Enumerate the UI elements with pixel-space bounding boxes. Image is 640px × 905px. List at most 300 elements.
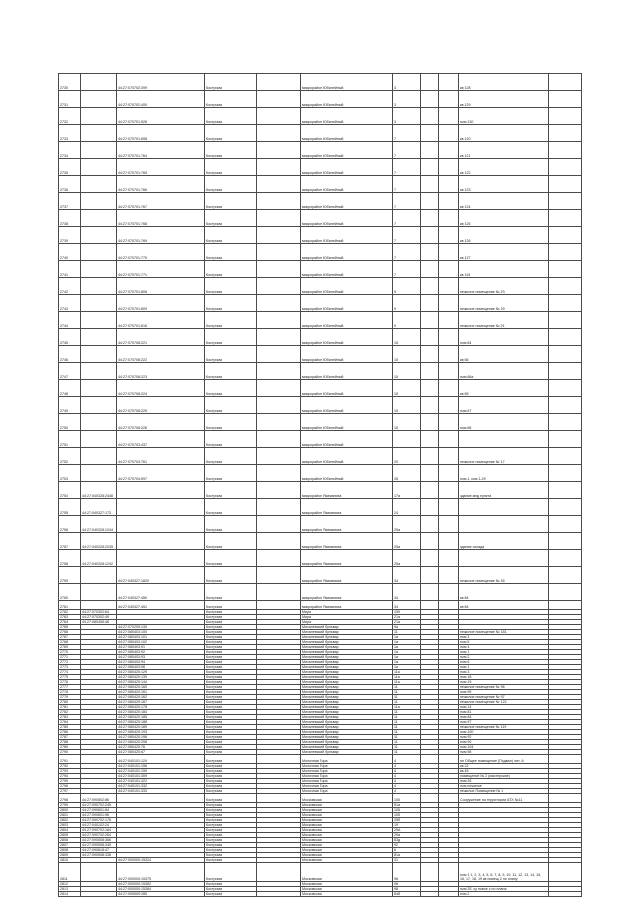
cell-n: 2814 xyxy=(59,892,81,897)
cell-e: Михалевский бульвар xyxy=(301,690,393,695)
cell-f: 11а xyxy=(393,675,421,680)
cell-b: 44:27:070708:225 xyxy=(117,397,205,414)
cell-extra xyxy=(549,244,582,261)
cell-e: Михалевский бульвар xyxy=(301,635,393,640)
table-row xyxy=(59,363,582,380)
cell-e: Молочная Гора xyxy=(301,779,393,784)
cell-a: 44:27:040102:24 xyxy=(81,823,117,828)
cell-c: Кострома xyxy=(205,680,257,685)
cell-a xyxy=(81,414,117,431)
cell-b: 44:27:070708:224 xyxy=(117,380,205,397)
cell-c: Кострома xyxy=(205,397,257,414)
cell-e: Московская xyxy=(301,853,393,858)
cell-i: пом 68 xyxy=(459,414,549,431)
cell-c: Кострома xyxy=(205,640,257,645)
cell-d xyxy=(257,892,301,897)
cell-d xyxy=(257,295,301,312)
cell-h xyxy=(439,346,459,363)
cell-extra xyxy=(549,346,582,363)
cell-h xyxy=(439,142,459,159)
cell-h xyxy=(439,567,459,584)
cell-g xyxy=(421,863,439,882)
cell-h xyxy=(439,465,459,482)
cell-a xyxy=(81,227,117,244)
cell-b: 44:27:080403:101 xyxy=(117,635,205,640)
cell-n: 2778 xyxy=(59,690,81,695)
cell-extra xyxy=(549,755,582,764)
cell-b: 44:27:070702:399 xyxy=(117,74,205,91)
cell-extra xyxy=(549,74,582,91)
cell-e: микрорайон Юбилейный xyxy=(301,193,393,210)
cell-n: 2759 xyxy=(59,567,81,584)
cell-e: микрорайон Юбилейный xyxy=(301,176,393,193)
cell-d xyxy=(257,465,301,482)
cell-e: Михалевский бульвар xyxy=(301,725,393,730)
cell-c: Кострома xyxy=(205,125,257,142)
cell-a: 44:27:090702:164 xyxy=(81,828,117,833)
cell-d xyxy=(257,863,301,882)
cell-c: Кострома xyxy=(205,710,257,715)
cell-e: микрорайон Юбилейный xyxy=(301,278,393,295)
cell-b xyxy=(117,550,205,567)
cell-e: Московская xyxy=(301,892,393,897)
cell-h xyxy=(439,261,459,278)
cell-c: Кострома xyxy=(205,892,257,897)
cell-d xyxy=(257,380,301,397)
cell-f: 19 xyxy=(393,823,421,828)
cell-n: 2812 xyxy=(59,882,81,887)
cell-e: Московская xyxy=(301,843,393,848)
table-row xyxy=(59,91,582,108)
cell-n: 2788 xyxy=(59,740,81,745)
cell-d xyxy=(257,567,301,584)
cell-c: Кострома xyxy=(205,550,257,567)
cell-c: Кострома xyxy=(205,769,257,774)
cell-n: 2781 xyxy=(59,705,81,710)
cell-i: пом 90 xyxy=(459,740,549,745)
cell-b: 44:27:070708:222 xyxy=(117,346,205,363)
cell-i: нежилое помещение № 21 xyxy=(459,312,549,329)
cell-c: Кострома xyxy=(205,665,257,670)
table-row xyxy=(59,584,582,601)
cell-c: Кострома xyxy=(205,789,257,794)
cell-c: Кострома xyxy=(205,193,257,210)
cell-f: 15 xyxy=(393,346,421,363)
cell-e: Михалевский бульвар xyxy=(301,735,393,740)
cell-extra xyxy=(549,499,582,516)
cell-b: 44:27:040101:159 xyxy=(117,769,205,774)
cell-n: 2795 xyxy=(59,779,81,784)
cell-i: здание склада xyxy=(459,533,549,550)
cell-n: 2785 xyxy=(59,725,81,730)
cell-i: пом 1 xyxy=(459,650,549,655)
cell-i: пом 2 xyxy=(459,655,549,660)
cell-h xyxy=(439,414,459,431)
table-row xyxy=(59,448,582,465)
cell-i: пом 19 xyxy=(459,680,549,685)
table-row xyxy=(59,278,582,295)
cell-c: Кострома xyxy=(205,882,257,887)
cell-n: 2807 xyxy=(59,843,81,848)
cell-i: кв 84 xyxy=(459,584,549,601)
cell-c: Кострома xyxy=(205,499,257,516)
cell-n: 2743 xyxy=(59,295,81,312)
cell-extra xyxy=(549,482,582,499)
cell-b: 44:27:000000:15324 xyxy=(117,858,205,863)
cell-g xyxy=(421,892,439,897)
table-row xyxy=(59,142,582,159)
cell-extra xyxy=(549,278,582,295)
cell-e: микрорайон Юбилейный xyxy=(301,227,393,244)
cell-b xyxy=(117,516,205,533)
cell-i: пом 14 xyxy=(459,705,549,710)
cell-e: Московская xyxy=(301,887,393,892)
cell-f: 9 xyxy=(393,312,421,329)
cell-e: микрорайон Юбилейный xyxy=(301,346,393,363)
cell-c: Кострома xyxy=(205,675,257,680)
cell-g xyxy=(421,74,439,91)
cell-n: 2731 xyxy=(59,91,81,108)
cell-i: пом 3 xyxy=(459,670,549,675)
cell-n: 2775 xyxy=(59,675,81,680)
cell-extra xyxy=(549,601,582,610)
cell-h xyxy=(439,397,459,414)
table-row xyxy=(59,312,582,329)
cell-i: пом 1 xyxy=(459,665,549,670)
cell-a xyxy=(81,108,117,125)
cell-e: Михалевский бульвар xyxy=(301,705,393,710)
cell-f: 11 xyxy=(393,630,421,635)
cell-i: пом 66а xyxy=(459,363,549,380)
cell-h xyxy=(439,755,459,764)
cell-a xyxy=(81,465,117,482)
cell-h xyxy=(439,863,459,882)
cell-i: пом 100 xyxy=(459,730,549,735)
cell-i: пом 104 xyxy=(459,745,549,750)
cell-n: 2756 xyxy=(59,516,81,533)
cell-e: Михалевский бульвар xyxy=(301,695,393,700)
cell-f: 15 xyxy=(393,414,421,431)
cell-i: нежилое помещение № 122 xyxy=(459,700,549,705)
cell-extra xyxy=(549,448,582,465)
cell-c: Кострома xyxy=(205,784,257,789)
cell-i: нежилое помещение № 119 xyxy=(459,725,549,730)
cell-h xyxy=(439,892,459,897)
cell-extra xyxy=(549,431,582,448)
cell-d xyxy=(257,210,301,227)
cell-c: Кострома xyxy=(205,516,257,533)
cell-a: 44:27:090508:366 xyxy=(81,838,117,843)
table-row xyxy=(59,210,582,227)
cell-f: 98 xyxy=(393,887,421,892)
cell-i: кв 45 xyxy=(459,769,549,774)
cell-c: Кострома xyxy=(205,261,257,278)
table-row xyxy=(59,159,582,176)
cell-f xyxy=(393,431,421,448)
cell-i: нежилое помещение № 96 xyxy=(459,685,549,690)
cell-b: 44:27:070701:771 xyxy=(117,261,205,278)
cell-c: Кострома xyxy=(205,655,257,660)
cell-i: пом 97 xyxy=(459,720,549,725)
cell-f: 21а xyxy=(393,615,421,620)
cell-a: 44:27:070302:49 xyxy=(81,615,117,620)
cell-extra xyxy=(549,176,582,193)
cell-n: 2777 xyxy=(59,685,81,690)
cell-n: 2747 xyxy=(59,363,81,380)
cell-b: 44:27:070702:400 xyxy=(117,91,205,108)
cell-i: нежилое помещение № 181 xyxy=(459,630,549,635)
cell-n: 2784 xyxy=(59,720,81,725)
cell-g xyxy=(421,755,439,764)
cell-n: 2804 xyxy=(59,828,81,833)
cell-f: 7 xyxy=(393,210,421,227)
cell-e: микрорайон Якиманиха xyxy=(301,533,393,550)
cell-g xyxy=(421,176,439,193)
cell-n: 2776 xyxy=(59,680,81,685)
cell-f: 25а xyxy=(393,550,421,567)
cell-d xyxy=(257,142,301,159)
cell-a: 44:27:040328:2035 xyxy=(81,533,117,550)
cell-i: кв 124 xyxy=(459,193,549,210)
cell-e: Михалевский бульвар xyxy=(301,640,393,645)
cell-c: Кострома xyxy=(205,700,257,705)
cell-n: 2758 xyxy=(59,550,81,567)
cell-a xyxy=(81,363,117,380)
cell-f: 11 xyxy=(393,750,421,755)
cell-i: кв 65 xyxy=(459,380,549,397)
cell-extra xyxy=(549,210,582,227)
table-row xyxy=(59,431,582,448)
cell-f: 21а xyxy=(393,620,421,625)
cell-h xyxy=(439,278,459,295)
cell-d xyxy=(257,794,301,803)
cell-a xyxy=(81,397,117,414)
cell-e: Московская xyxy=(301,828,393,833)
cell-e: Московская xyxy=(301,848,393,853)
cell-f: 1а xyxy=(393,635,421,640)
cell-e: Михалевский бульвар xyxy=(301,685,393,690)
cell-n: 2757 xyxy=(59,533,81,550)
cell-n: 2760 xyxy=(59,584,81,601)
cell-h xyxy=(439,244,459,261)
cell-g xyxy=(421,397,439,414)
cell-f: 4 xyxy=(393,784,421,789)
cell-i: кв 129 xyxy=(459,91,549,108)
table-row xyxy=(59,695,582,700)
cell-c: Кострома xyxy=(205,227,257,244)
cell-e: микрорайон Юбилейный xyxy=(301,414,393,431)
cell-h xyxy=(439,312,459,329)
cell-n: 2748 xyxy=(59,380,81,397)
cell-b: 44:27:070708:221 xyxy=(117,329,205,346)
cell-f: 4 xyxy=(393,779,421,784)
cell-n: 2803 xyxy=(59,823,81,828)
cell-f: 1а xyxy=(393,660,421,665)
cell-h xyxy=(439,108,459,125)
cell-b: 44:27:070701:765 xyxy=(117,159,205,176)
cell-c: Кострома xyxy=(205,584,257,601)
cell-g xyxy=(421,482,439,499)
cell-b: 44:27:080403:98 xyxy=(117,665,205,670)
cell-i: нежилое помещение № 97 xyxy=(459,695,549,700)
cell-n: 2772 xyxy=(59,660,81,665)
cell-n: 2774 xyxy=(59,670,81,675)
cell-n: 2813 xyxy=(59,887,81,892)
cell-b: 44:27:070701:770 xyxy=(117,244,205,261)
cell-f: 7 xyxy=(393,244,421,261)
cell-n: 2800 xyxy=(59,808,81,813)
cell-g xyxy=(421,533,439,550)
cell-i: кв 122 xyxy=(459,159,549,176)
cell-c: Кострома xyxy=(205,601,257,610)
table-row xyxy=(59,516,582,533)
cell-i: пом 81 xyxy=(459,710,549,715)
cell-f: 11 xyxy=(393,745,421,750)
cell-g xyxy=(421,278,439,295)
cell-c: Кострома xyxy=(205,448,257,465)
cell-e: Молочная Гора xyxy=(301,789,393,794)
table-body xyxy=(59,74,582,897)
cell-f: 105 xyxy=(393,813,421,818)
cell-c: Кострома xyxy=(205,803,257,808)
table-row xyxy=(59,176,582,193)
cell-d xyxy=(257,601,301,610)
cell-b: 44:27:080403:94 xyxy=(117,660,205,665)
cell-i: кв 125 xyxy=(459,210,549,227)
cell-f: 7 xyxy=(393,261,421,278)
cell-d xyxy=(257,176,301,193)
cell-c: Кострома xyxy=(205,843,257,848)
cell-e: микрорайон Юбилейный xyxy=(301,261,393,278)
table-row xyxy=(59,550,582,567)
cell-h xyxy=(439,295,459,312)
cell-c: Кострома xyxy=(205,735,257,740)
cell-e: Мира xyxy=(301,615,393,620)
cell-c: Кострома xyxy=(205,660,257,665)
cell-i: пом 84 xyxy=(459,715,549,720)
cell-c: Кострома xyxy=(205,414,257,431)
cell-c: Кострома xyxy=(205,833,257,838)
cell-b: 44:27:080420:161 xyxy=(117,690,205,695)
cell-b: 44:27:040327:1820 xyxy=(117,567,205,584)
cell-f: 15 xyxy=(393,397,421,414)
cell-h xyxy=(439,159,459,176)
cell-f: 9 xyxy=(393,295,421,312)
cell-i: пом 95 xyxy=(459,690,549,695)
cell-g xyxy=(421,431,439,448)
cell-n: 2736 xyxy=(59,176,81,193)
table-row xyxy=(59,414,582,431)
cell-n: 2769 xyxy=(59,645,81,650)
cell-d xyxy=(257,414,301,431)
cell-c: Кострома xyxy=(205,715,257,720)
cell-b: 44:27:090509:285 xyxy=(117,892,205,897)
cell-d xyxy=(257,108,301,125)
cell-b: 44:27:080403:91 xyxy=(117,645,205,650)
cell-f: 15 xyxy=(393,380,421,397)
cell-c: Кострома xyxy=(205,533,257,550)
cell-c: Кострома xyxy=(205,74,257,91)
cell-f: 7 xyxy=(393,142,421,159)
cell-g xyxy=(421,261,439,278)
cell-g xyxy=(421,363,439,380)
cell-f: 3 xyxy=(393,74,421,91)
cell-c: Кострома xyxy=(205,610,257,615)
cell-b: 44:27:080420:160 xyxy=(117,685,205,690)
cell-i: нп Общее помещение (Подвал) лит. А xyxy=(459,755,549,764)
cell-i: пом 6 xyxy=(459,660,549,665)
cell-h xyxy=(439,550,459,567)
cell-e: Михалевский бульвар xyxy=(301,710,393,715)
cell-e: Михалевский бульвар xyxy=(301,660,393,665)
cell-n: 2790 xyxy=(59,750,81,755)
cell-i xyxy=(459,550,549,567)
cell-e: Московская xyxy=(301,833,393,838)
cell-e: микрорайон Юбилейный xyxy=(301,142,393,159)
cell-f: 100 xyxy=(393,794,421,803)
cell-e: микрорайон Юбилейный xyxy=(301,312,393,329)
cell-b: 44:27:070701:658 xyxy=(117,125,205,142)
cell-d xyxy=(257,550,301,567)
cell-c: Кострома xyxy=(205,650,257,655)
cell-n: 2805 xyxy=(59,833,81,838)
cell-c: Кострома xyxy=(205,142,257,159)
cell-i: помещение № 2 (мастерские) xyxy=(459,774,549,779)
cell-n: 2779 xyxy=(59,695,81,700)
cell-c: Кострома xyxy=(205,705,257,710)
cell-f: 15 xyxy=(393,363,421,380)
cell-e: микрорайон Юбилейный xyxy=(301,108,393,125)
cell-b xyxy=(117,482,205,499)
cell-b: 44:27:070703:437 xyxy=(117,431,205,448)
cell-n: 2799 xyxy=(59,803,81,808)
cell-f: 92 xyxy=(393,843,421,848)
cell-e: Молочная Гора xyxy=(301,774,393,779)
cell-c: Кострома xyxy=(205,625,257,630)
cell-n: 2793 xyxy=(59,769,81,774)
cell-g xyxy=(421,193,439,210)
cell-a xyxy=(81,261,117,278)
cell-extra xyxy=(549,397,582,414)
cell-b: 44:27:070701:809 xyxy=(117,295,205,312)
cell-i: пом 92 xyxy=(459,735,549,740)
cell-h xyxy=(439,176,459,193)
cell-d xyxy=(257,261,301,278)
cell-g xyxy=(421,414,439,431)
cell-n: 2789 xyxy=(59,745,81,750)
table-row xyxy=(59,725,582,730)
cell-b xyxy=(117,499,205,516)
cell-f: 11а xyxy=(393,705,421,710)
cell-d xyxy=(257,91,301,108)
cell-extra xyxy=(549,465,582,482)
cell-e: микрорайон Юбилейный xyxy=(301,295,393,312)
cell-f: 4 xyxy=(393,764,421,769)
cell-f: 34 xyxy=(393,601,421,610)
cell-n: 2768 xyxy=(59,640,81,645)
cell-n: 2762 xyxy=(59,610,81,615)
cell-g xyxy=(421,312,439,329)
cell-n: 2740 xyxy=(59,244,81,261)
cell-c: Кострома xyxy=(205,690,257,695)
cell-h xyxy=(439,91,459,108)
cell-f: 11 xyxy=(393,700,421,705)
cell-g xyxy=(421,601,439,610)
cell-b: 44:27:070701:767 xyxy=(117,193,205,210)
cell-a: 44:27:090601:84 xyxy=(81,808,117,813)
cell-d xyxy=(257,193,301,210)
cell-b: 44:27:040101:156 xyxy=(117,764,205,769)
